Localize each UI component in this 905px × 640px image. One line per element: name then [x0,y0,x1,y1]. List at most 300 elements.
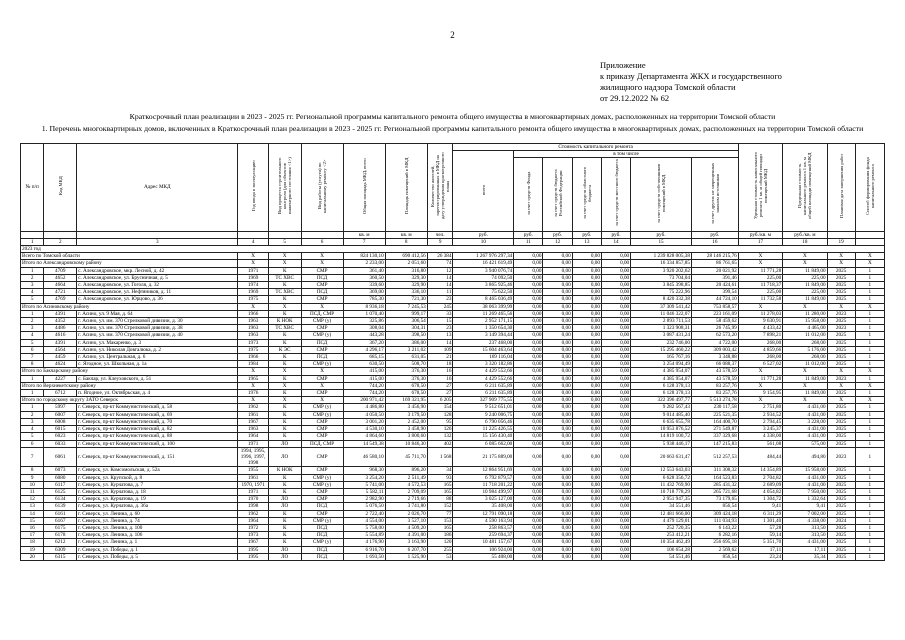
table-cell: 0,00 [514,474,543,481]
table-cell: 4 338,00 [783,517,827,524]
subtotal-cell: 0,00 [572,382,601,389]
table-cell: 14 [21,510,44,517]
table-cell: 0,00 [543,332,572,339]
table-row [21,325,885,332]
subtotal-row [21,303,885,310]
table-cell: 336,10 [385,289,427,296]
table-cell: 0,00 [572,524,601,531]
table-cell: 225,00 [738,274,782,281]
table-cell: 6117 [44,481,77,488]
table-cell: 258 863,57 [453,524,514,531]
table-cell: 11 771,28 [738,267,782,274]
table-cell: 1 [855,375,884,382]
table-cell: 2025 [827,433,855,440]
table-cell: 15 958,00 [783,318,827,325]
table-cell: 18 [21,539,44,546]
table-cell: 4 486,80 [343,404,385,411]
table-cell: 6309 [44,546,77,553]
unit-cell [855,231,884,238]
table-cell: 3 527,10 [385,517,427,524]
table-cell: 0,00 [543,274,572,281]
table-cell: ПСД [301,524,343,531]
table-cell: 0,00 [514,354,543,361]
table-cell: СМР [301,418,343,425]
table-cell: 4486 [44,325,77,332]
table-cell: 685,15 [343,354,385,361]
table-cell: 1969 [238,289,268,296]
table-cell: 329,90 [385,282,427,289]
table-cell: 17,11 [783,546,827,553]
table-cell: 0,00 [514,488,543,495]
subtotal-cell: X [855,260,884,267]
table-cell: 0,00 [514,517,543,524]
subtotal-cell: 0,00 [601,260,630,267]
table-cell: 0,00 [514,532,543,539]
table-cell: 11 849,00 [783,390,827,397]
table-cell: 44 724,10 [691,296,738,303]
table-row [21,433,885,440]
table-cell: К [268,361,301,368]
subtotal-cell: X [738,253,782,260]
table-cell: 0,00 [601,289,630,296]
table-cell: 1 [855,496,884,503]
table-cell: 23 [427,325,453,332]
table-cell: 15 [427,318,453,325]
table-cell: 6212 [44,539,77,546]
header-num: № п/п [21,144,44,232]
subtotal-cell: X [268,382,301,389]
table-cell: ЛО [268,447,301,467]
table-cell: 316,80 [385,267,427,274]
table-cell: 2023 [827,375,855,382]
table-cell: 0,00 [543,404,572,411]
table-cell: 268,00 [738,339,782,346]
table-cell: 0,00 [601,539,630,546]
table-cell: 1973 [238,339,268,346]
subtotal-cell: X [738,303,782,310]
table-cell: 0,00 [601,481,630,488]
table-cell: 285 431,32 [691,481,738,488]
table-cell: 12 [21,496,44,503]
subtotal-cell: 16 421 619,49 [453,260,514,267]
header-residents: Количество жителей, зарегистрированных в МКД на дату утверждения краткосрочного плана [427,144,453,232]
table-cell: 1998 [238,503,268,510]
table-cell: 0,00 [601,325,630,332]
table-cell: 186 [427,532,453,539]
subtotal-cell: 43 578,59 [691,368,738,375]
unit-cell: руб. [453,231,514,238]
table-cell: 15 604 463,64 [453,346,514,353]
table-cell: 12 791 090,18 [453,510,514,517]
table-cell: 253 412,21 [631,532,692,539]
table-cell: 0,00 [601,354,630,361]
table-cell: 785,30 [343,296,385,303]
table-cell: 225,00 [738,289,782,296]
table-cell: СМР [301,488,343,495]
table-cell: г. Северск, пр-кт Коммунистический, д. 88 [77,433,238,440]
table-cell: 0,00 [514,361,543,368]
table-cell: 11 012,00 [783,361,827,368]
subtotal-cell: 0,00 [601,397,630,404]
table-cell: 3 845 398,85 [631,282,692,289]
table-cell: 856,54 [691,503,738,510]
table-cell: 0,00 [543,524,572,531]
table-cell: 678,50 [385,390,427,397]
table-cell: 55 408,00 [453,553,514,560]
unit-cell: кв. м [343,231,385,238]
table-cell: г. Северск, ул. Курчатова, д. 19 [77,496,238,503]
subtotal-cell: 28 146 215,76 [691,253,738,260]
subtotal-label: Итого по Асиновскому району [21,303,238,310]
table-cell: К [268,488,301,495]
plan-title: Краткосрочный план реализации в 2023 - 2025 гг. Региональной программы капитального ремонта общего имущества в многоквартирных домах, расположенных на территории Томской области [129,112,776,121]
table-cell: 16 [21,524,44,531]
table-cell: 2025 [827,532,855,539]
table-cell: ЛО [268,440,301,447]
table-cell: 11 849,00 [783,296,827,303]
table-cell: г. Северск, ул. Курчатова, д. 36а [77,503,238,510]
table-cell: 1 [855,267,884,274]
unit-cell [21,231,44,238]
table-cell: 225,00 [783,274,827,281]
table-cell: 0,00 [514,503,543,510]
unit-cell: руб. [514,231,543,238]
table-cell: 0,00 [572,503,601,510]
table-cell: с. Ягодное, ул. Школьная, д. 1а [77,361,238,368]
subtotal-cell: 0,00 [572,303,601,310]
column-number-cell: 4 [238,238,268,245]
table-cell: 0,00 [601,346,630,353]
table-cell: г. Асино, ул. Макаренко, д. 3 [77,339,238,346]
table-cell: 6008 [44,418,77,425]
table-cell: 4 554,00 [343,517,385,524]
table-row [21,346,885,353]
table-cell: 1976 [238,390,268,397]
table-cell: 0,00 [572,546,601,553]
table-cell: 2025 [827,539,855,546]
table-cell: 1965 [238,375,268,382]
table-cell: 4 176,90 [343,539,385,546]
table-cell: 1 [21,390,44,397]
table-cell: 0,00 [601,426,630,433]
table-cell: 0,00 [601,375,630,382]
table-cell: 0,00 [543,267,572,274]
table-cell: СМР [301,346,343,353]
table-cell: 15 [21,517,44,524]
table-cell: 8 [21,361,44,368]
subtotal-cell: 0,00 [514,253,543,260]
table-cell: 4 296,17 [343,346,385,353]
table-cell: 1 [855,488,884,495]
table-cell: 169 116,04 [453,354,514,361]
table-cell: 0,00 [572,447,601,467]
subtotal-cell: 200 971,42 [343,397,385,404]
table-cell: 0,00 [543,467,572,474]
table-row [21,510,885,517]
table-cell: 6 311,29 [738,510,782,517]
unit-cell: руб./кв. м [783,231,827,238]
subtotal-cell: X [268,397,301,404]
table-cell: СМР (у) [301,539,343,546]
table-cell: 0,00 [543,510,572,517]
table-cell: 20 424,61 [691,282,738,289]
table-cell: 57,28 [738,524,782,531]
table-cell: 0,00 [601,433,630,440]
table-cell: 9 630,91 [738,318,782,325]
table-cell: 8 420 332,38 [631,296,692,303]
table-cell: 1 [855,447,884,467]
table-cell: 14 549,38 [343,440,385,447]
table-cell: К [268,267,301,274]
table-cell: 53 [427,553,453,560]
subtotal-cell: 4 429 552,66 [453,368,514,375]
table-cell: 88 [427,496,453,503]
table-cell: 19 [21,546,44,553]
table-cell: 4 479 129,01 [631,517,692,524]
table-cell: К [268,332,301,339]
table-cell: 11 [21,488,44,495]
table-cell: К [268,339,301,346]
subtotal-cell: X [827,253,855,260]
table-cell: 4 722,00 [691,339,738,346]
table-cell: 0,00 [543,318,572,325]
subtotal-cell: X [268,368,301,375]
table-cell: 2025 [827,488,855,495]
table-cell: 0,00 [572,361,601,368]
table-cell: 1 [855,532,884,539]
table-cell: 1 323 908,31 [631,325,692,332]
table-cell: 2 689,09 [738,481,782,488]
table-cell: 2 794,45 [738,418,782,425]
subtotal-cell: 169 321,95 [385,397,427,404]
table-cell: 2025 [827,546,855,553]
section-row [21,246,885,253]
table-cell: 4 429 552,66 [453,375,514,382]
table-cell: СМР [301,282,343,289]
table-cell: К НОК [268,467,301,474]
column-number-cell [855,238,884,245]
table-cell: 2025 [827,354,855,361]
table-cell: 4391 [44,339,77,346]
table-cell: 268,00 [783,339,827,346]
table-cell: 0,00 [601,510,630,517]
table-row [21,310,885,317]
table-cell: 3 348,88 [691,354,738,361]
table-cell: 306,54 [385,318,427,325]
table-cell: 0,00 [601,532,630,539]
table-cell: 1966 [238,310,268,317]
table-cell: г. Асино, ул. им. 370 Стрелковой дивизии, д. 40 [77,332,238,339]
table-cell: 0,00 [601,524,630,531]
subtotal-cell: 0,00 [601,303,630,310]
subtotal-cell: X [301,253,343,260]
table-cell: 2025 [827,411,855,418]
table-cell: 0,00 [601,546,630,553]
table-cell: 0,00 [572,510,601,517]
table-cell: 0,00 [601,411,630,418]
table-cell: 0,00 [572,426,601,433]
table-cell: 20 663 631,47 [631,447,692,467]
column-number-cell: 7 [343,238,385,245]
table-cell: СМР (у) [301,361,343,368]
table-cell: 6015 [44,426,77,433]
table-row [21,354,885,361]
table-cell: 1 [855,553,884,560]
table-cell: ПСД [301,553,343,560]
table-cell: 0,00 [514,433,543,440]
table-cell: СМР (у) [301,404,343,411]
table-cell: 2 704,82 [738,474,782,481]
table-cell: 0,00 [572,433,601,440]
subtotal-cell: 6 128 378,13 [631,382,692,389]
table-cell: 1973 [238,532,268,539]
subtotal-cell: X [855,382,884,389]
table-row [21,503,885,510]
table-cell: 26 745,99 [691,325,738,332]
unit-cell [77,231,238,238]
column-number-cell: 17 [738,238,782,245]
table-cell: 6 143,22 [691,524,738,531]
subtotal-cell: 27 [427,382,453,389]
table-cell: 6007 [44,411,77,418]
table-cell: 2 [21,274,44,281]
table-cell: 2 893 711,53 [631,318,692,325]
table-cell: 386,00 [385,339,427,346]
subtotal-cell: X [738,382,782,389]
table-row [21,375,885,382]
table-cell: 4709 [44,267,77,274]
column-number-cell: 13 [572,238,601,245]
table-cell: 0,00 [572,318,601,325]
table-cell: 1963 [238,426,268,433]
table-cell: 6125 [44,488,77,495]
subtotal-cell: X [238,397,268,404]
unit-cell: руб. [572,231,601,238]
table-cell: 18 [427,361,453,368]
table-cell: п. Ягодное, ул. Октябрьская, д. 4 [77,390,238,397]
subtotal-cell: X [301,382,343,389]
table-cell: 0,00 [514,553,543,560]
table-cell: 0,00 [572,553,601,560]
subtotal-cell: X [238,368,268,375]
subtotal-cell: 0,00 [543,303,572,310]
subtotal-cell: 0,00 [514,260,543,267]
subtotal-label: Итого по Верхнекетскому району [21,382,238,389]
table-cell: 508,70 [385,361,427,368]
table-cell: с. Александровское, ул. Гоголя, д. 32 [77,282,238,289]
table-cell: 3 179,50 [385,411,427,418]
table-cell: 2023 [827,310,855,317]
unit-cell: руб. [691,231,738,238]
table-cell: 0,00 [543,546,572,553]
subtotal-cell: 744,20 [343,382,385,389]
table-cell: 8 465 036,49 [453,296,514,303]
table-row [21,553,885,560]
subtotal-cell: X [827,382,855,389]
table-row [21,546,885,553]
table-row [21,496,885,503]
subtotal-cell: 678,50 [385,382,427,389]
table-cell: 7 002,00 [783,510,827,517]
table-cell: СМР (у) [301,318,343,325]
table-cell: 1984 [238,361,268,368]
table-row [21,481,885,488]
table-cell: 5 076,50 [343,503,385,510]
table-cell: 0,00 [572,539,601,546]
table-cell: 0,00 [514,339,543,346]
table-cell: 415,00 [343,375,385,382]
table-cell: 5 351,70 [738,539,782,546]
table-cell: 23,24 [738,553,782,560]
table-cell: 0,00 [601,488,630,495]
table-cell: 46 580,10 [343,447,385,467]
table-cell: 45 711,70 [385,447,427,467]
table-cell: 4 431,00 [783,404,827,411]
table-cell: 4 859,66 [738,346,782,353]
table-cell: 126 [427,426,453,433]
table-cell: 2 722,40 [343,510,385,517]
table-cell: К [268,296,301,303]
table-cell: 1 [855,426,884,433]
table-cell: 1 [855,339,884,346]
table-cell: 5 582,11 [343,488,385,495]
table-cell: 9 240 006,75 [453,411,514,418]
subtotal-cell: 0,00 [514,397,543,404]
table-cell: 1969 [238,274,268,281]
unit-cell [268,231,301,238]
table-cell: 5997 [44,404,77,411]
table-cell: 11 849,00 [783,267,827,274]
table-cell: 1975 [238,346,268,353]
table-cell: 308,04 [343,325,385,332]
table-cell: 106 924,00 [453,546,514,553]
table-cell: 0,00 [572,332,601,339]
table-cell: 59,14 [738,532,782,539]
table-cell: 9 512 651,01 [453,404,514,411]
subtotal-cell: 83 257,76 [691,382,738,389]
subtotal-cell: X [827,397,855,404]
table-cell: 3 228,00 [783,418,827,425]
table-cell: 2025 [827,289,855,296]
table-cell: г. Асино, ул. Николая Довгалюка, д. 2 [77,346,238,353]
table-cell: с. Александровское, ул. Нефтяников, д. 11 [77,289,238,296]
table-cell: 1 [855,310,884,317]
subtotal-cell: X [268,260,301,267]
table-cell: 12 553 643,03 [631,467,692,474]
table-cell: 1 [855,332,884,339]
table-cell: 4 431,00 [783,411,827,418]
table-cell: 10 953 876,52 [631,426,692,433]
table-cell: 12 [427,267,453,274]
unit-cell: руб./кв. м [738,231,782,238]
table-cell: 0,00 [572,467,601,474]
unit-cell [238,231,268,238]
table-cell: г. Северск, ул. Победы, д. 1 [77,546,238,553]
table-cell: 325,86 [343,318,385,325]
table-cell: 75 622,50 [453,289,514,296]
header-code: Код МКД [44,144,77,232]
subtotal-cell: X [301,397,343,404]
subtotal-cell: 0,00 [601,382,630,389]
table-cell: 0,00 [543,532,572,539]
table-row [21,411,885,418]
table-cell: 223 161,09 [691,310,738,317]
column-number-row [21,238,885,245]
table-cell: 0,00 [601,390,630,397]
table-cell: 75 222,96 [631,289,692,296]
table-cell: 0,00 [514,267,543,274]
table-cell: СМР [301,467,343,474]
